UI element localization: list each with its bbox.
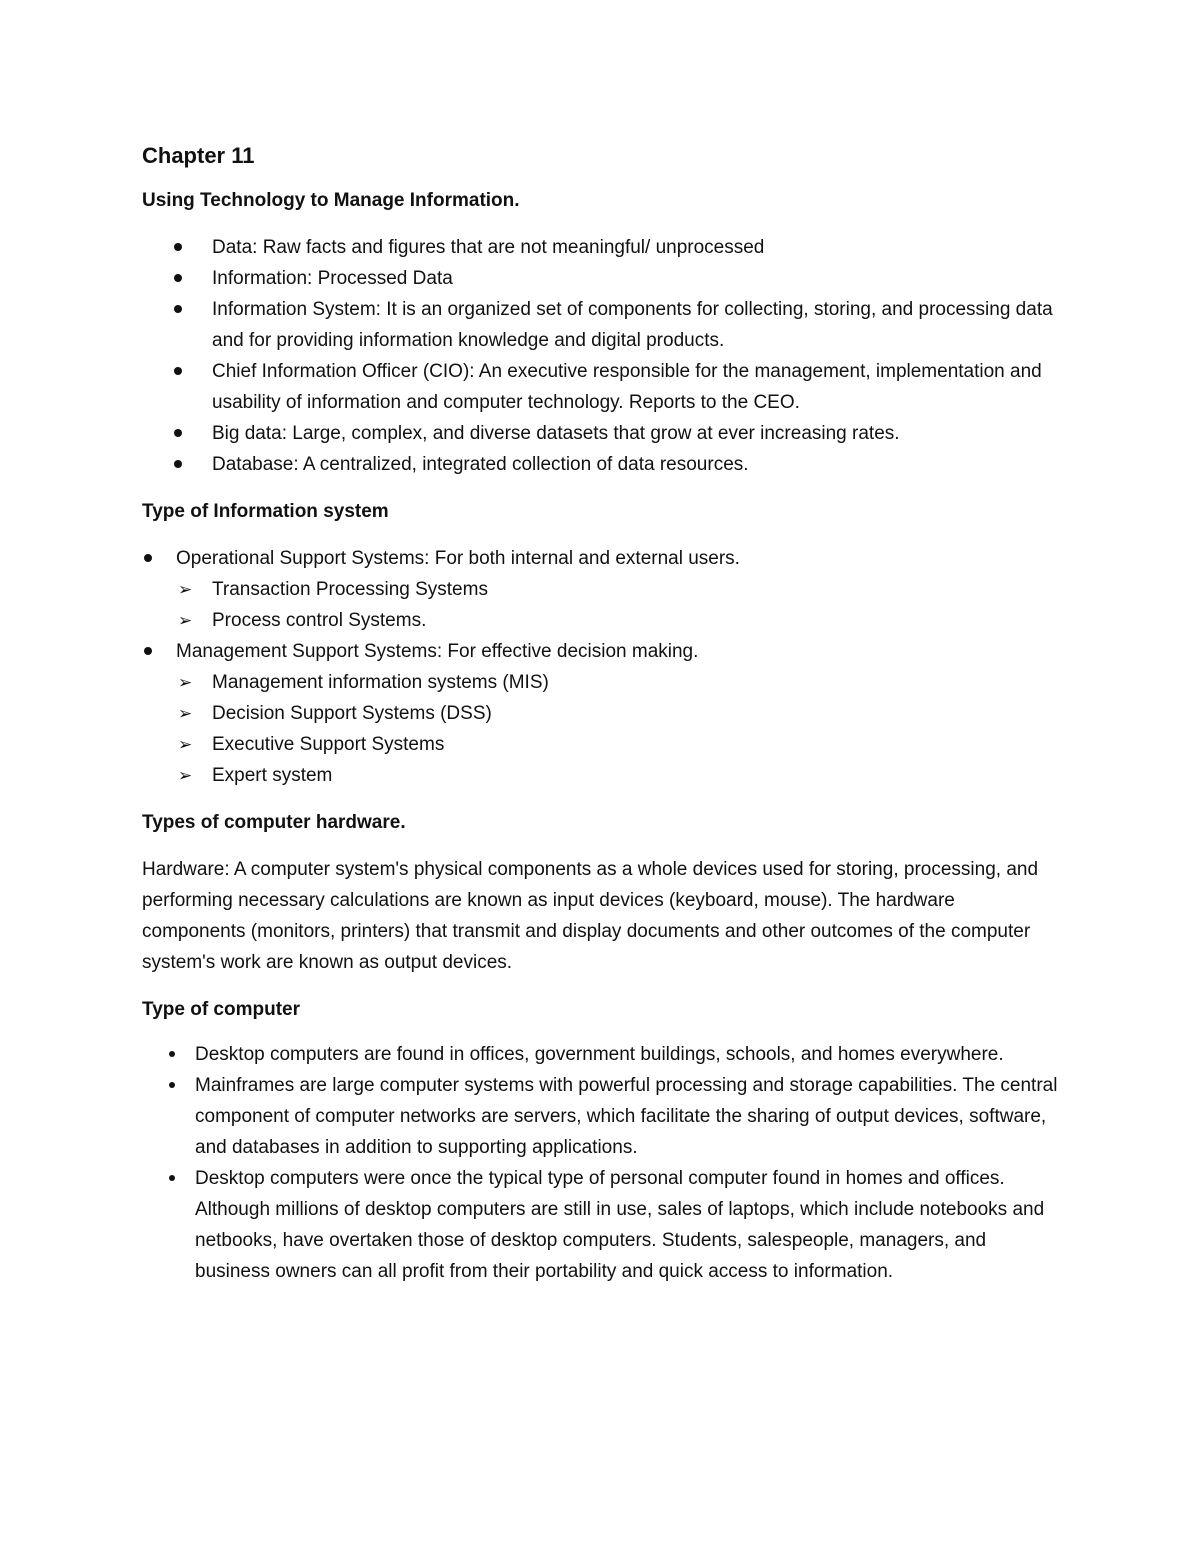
- list-item-text: Mainframes are large computer systems with powerful processing and storage capabilities. The central component of computer networks are servers, which facilitate the sharing of output devices, software, and databases in addition to supporting applications.: [195, 1075, 1058, 1158]
- document-page: [142, 138, 1062, 1287]
- sub-list: [176, 574, 1062, 636]
- list-item-text: Big data: Large, complex, and diverse datasets that grow at ever increasing rates.: [212, 423, 900, 444]
- list-item: [142, 294, 1062, 356]
- sub-list-item: [142, 574, 1062, 605]
- arrow-bullet-icon: ➢: [178, 673, 193, 692]
- list-item: [142, 1163, 1062, 1287]
- sub-list-item: [142, 605, 1062, 636]
- list-item-text: Desktop computers are found in offices, government buildings, schools, and homes everywhere.: [195, 1044, 1004, 1065]
- list-item: [142, 418, 1062, 449]
- list-item: [142, 263, 1062, 294]
- bullet-dot-icon: [174, 460, 182, 468]
- list-item-text: Management Support Systems: For effective decision making.: [176, 641, 699, 662]
- list-item: [142, 1070, 1062, 1163]
- list-item: [142, 449, 1062, 480]
- sub-list-item: [142, 729, 1062, 760]
- list-item-text: Chief Information Officer (CIO): An executive responsible for the management, implementation and usability of information and computer technology. Reports to the CEO.: [212, 361, 1042, 413]
- bullet-dot-icon: [169, 1051, 175, 1057]
- arrow-bullet-icon: ➢: [178, 580, 193, 599]
- list-item: [142, 1039, 1062, 1070]
- bullet-dot-icon: [174, 305, 182, 313]
- list-item: [142, 543, 1062, 636]
- section-heading-computer-types: Type of computer: [142, 999, 300, 1020]
- bullet-dot-icon: [174, 243, 182, 251]
- arrow-bullet-icon: ➢: [178, 766, 193, 785]
- list-item-text: Database: A centralized, integrated collection of data resources.: [212, 454, 749, 475]
- sub-list: [176, 667, 1062, 791]
- sub-list-item-text: Expert system: [212, 765, 333, 786]
- arrow-bullet-icon: ➢: [178, 704, 193, 723]
- list-item-text: Information: Processed Data: [212, 268, 453, 289]
- bullet-dot-icon: [144, 554, 152, 562]
- hardware-paragraph: Hardware: A computer system's physical components as a whole devices used for storing, processing, and performing necessary calculations are known as input devices (keyboard, mouse). The hardware components (monitors, printers) that transmit and display documents and other outcomes of the computer system's work are known as output devices.: [142, 859, 1039, 973]
- section-heading-information-system-types: Type of Information system: [142, 501, 389, 522]
- bullet-dot-icon: [174, 274, 182, 282]
- bullet-dot-icon: [174, 429, 182, 437]
- arrow-bullet-icon: ➢: [178, 611, 193, 630]
- sub-list-item: [142, 667, 1062, 698]
- bullet-dot-icon: [169, 1175, 175, 1181]
- chapter-title: Chapter 11: [142, 143, 255, 168]
- sub-list-item-text: Process control Systems.: [212, 610, 427, 631]
- arrow-bullet-icon: ➢: [178, 735, 193, 754]
- bullet-dot-icon: [169, 1082, 175, 1088]
- list-item: [142, 356, 1062, 418]
- sub-list-item: [142, 698, 1062, 729]
- computer-types-list: [142, 1039, 1062, 1287]
- section-heading-using-technology: Using Technology to Manage Information.: [142, 190, 520, 211]
- bullet-dot-icon: [144, 647, 152, 655]
- list-item: [142, 636, 1062, 791]
- sub-list-item-text: Management information systems (MIS): [212, 672, 549, 693]
- list-item-text: Data: Raw facts and figures that are not meaningful/ unprocessed: [212, 237, 765, 258]
- list-item: [142, 232, 1062, 263]
- sub-list-item-text: Transaction Processing Systems: [212, 579, 488, 600]
- sub-list-item: [142, 760, 1062, 791]
- list-item-text: Desktop computers were once the typical type of personal computer found in homes and offices. Although millions of desktop computers are still in use, sales of laptops, which include notebooks and netbooks, have overtaken those of desktop computers. Students, salespeople, managers, and business owners can all profit from their portability and quick access to information.: [195, 1168, 1045, 1282]
- sub-list-item-text: Decision Support Systems (DSS): [212, 703, 492, 724]
- bullet-dot-icon: [174, 367, 182, 375]
- definitions-list: [142, 232, 1062, 480]
- section-heading-hardware: Types of computer hardware.: [142, 812, 406, 833]
- list-item-text: Information System: It is an organized set of components for collecting, storing, and processing data and for providing information knowledge and digital products.: [212, 299, 1053, 351]
- information-system-types-list: [142, 543, 1062, 791]
- list-item-text: Operational Support Systems: For both internal and external users.: [176, 548, 740, 569]
- sub-list-item-text: Executive Support Systems: [212, 734, 445, 755]
